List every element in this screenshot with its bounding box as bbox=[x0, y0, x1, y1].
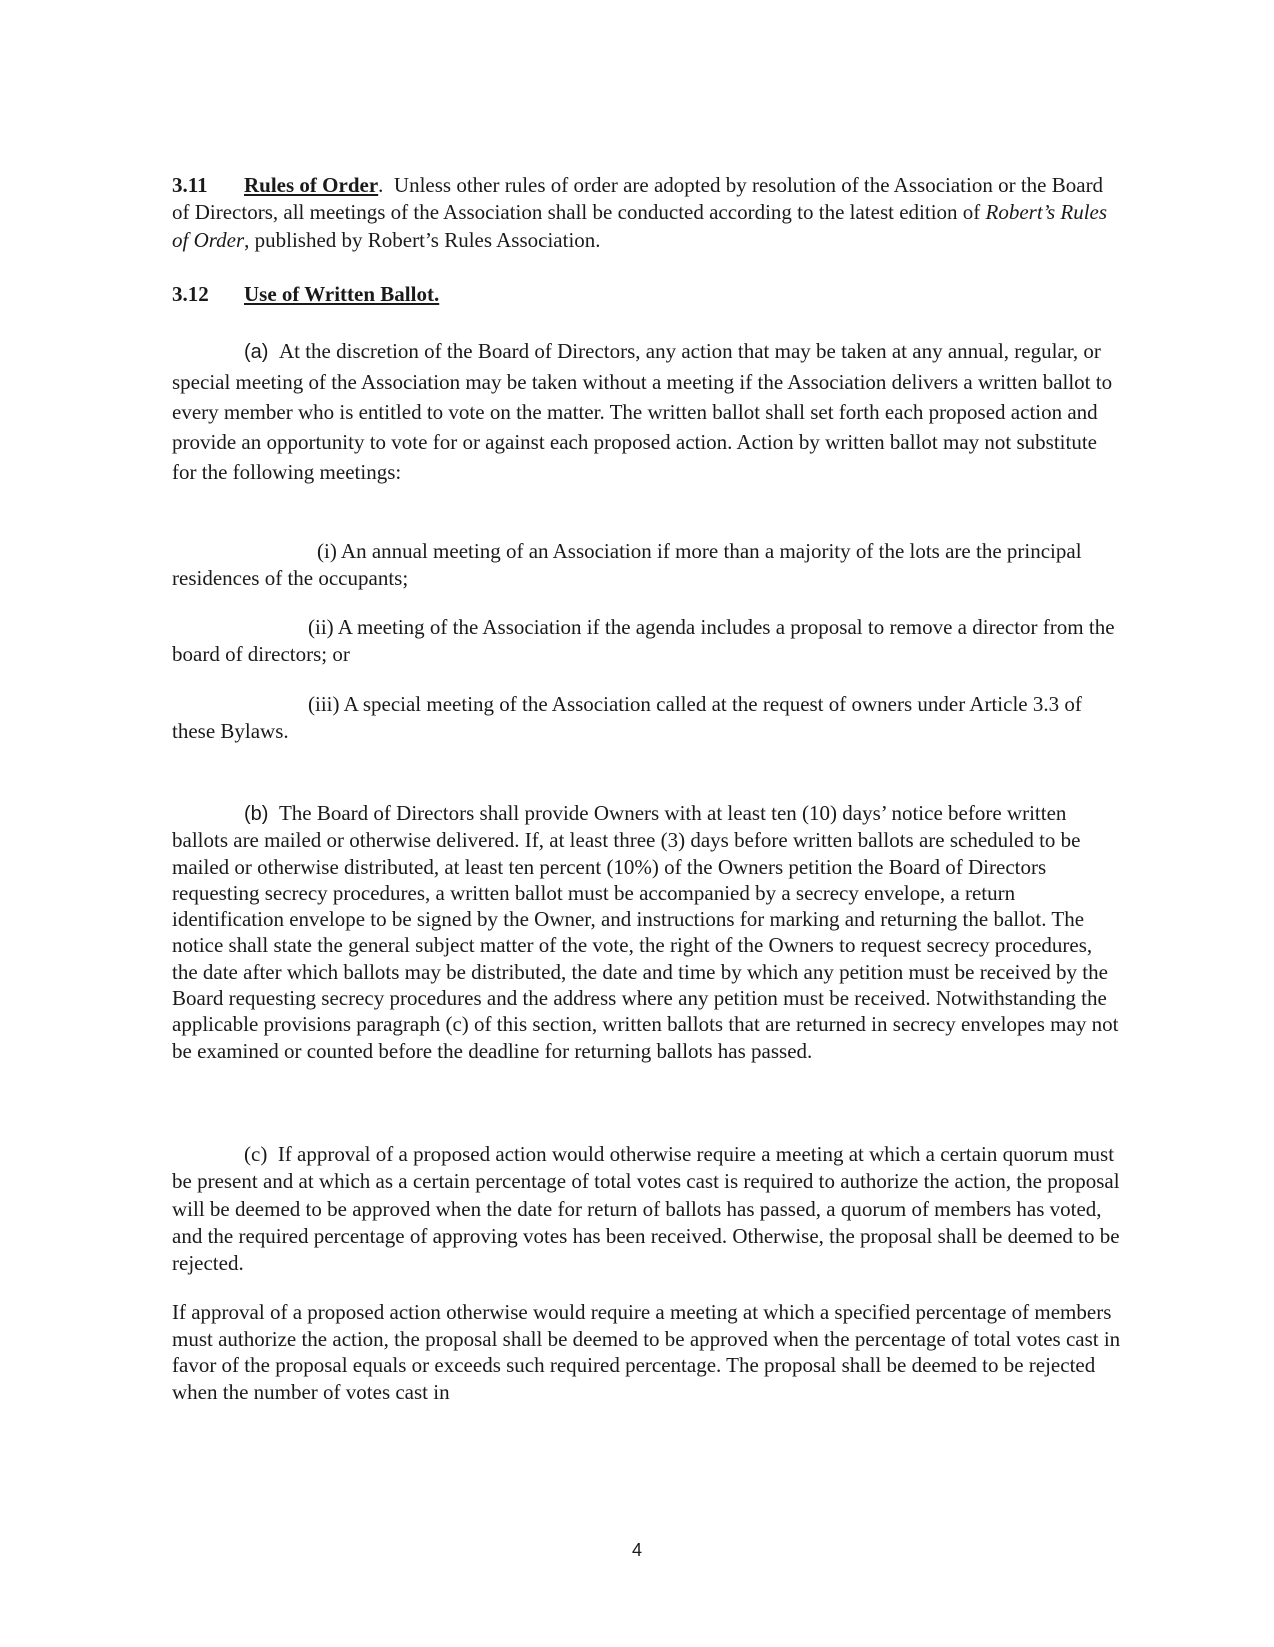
paragraph-b bbox=[172, 800, 1122, 1064]
section-number: 3.11 bbox=[172, 173, 208, 197]
paragraph-label: (a) bbox=[244, 341, 269, 363]
item-iii bbox=[172, 691, 1122, 746]
paragraph-label: (b) bbox=[244, 803, 269, 825]
paragraph-final bbox=[172, 1299, 1122, 1405]
section-number: 3.12 bbox=[172, 282, 209, 306]
paragraph-label: (c) bbox=[244, 1142, 268, 1166]
section-3-12-heading bbox=[172, 281, 1122, 308]
italic-title: Robert’s Rules of Order bbox=[172, 200, 1108, 252]
paragraph-text: If approval of a proposed action would otherwise require a meeting at which a certain quorum must be present and at which as a certain percentage of total votes cast is required to authorize the action, the proposal will be deemed to be approved when the date for return of ballots has passed, a quorum of members has voted, and the required percentage of approving votes has been received. Otherwise, the proposal shall be deemed to be rejected. bbox=[172, 1142, 1120, 1276]
paragraph-a bbox=[172, 336, 1122, 487]
section-text: Unless other rules of order are adopted by resolution of the Association or the Board of Directors, all meetings of the Association shall be conducted according to the latest edition of bbox=[172, 173, 1104, 225]
section-3-11: 3.11 Rules of Order. Unless other rules of order are adopted by resolution of the Association or the Board of Directors, all meetings of the Association shall be conducted according to the latest edition of Robert’s Rules of Order, published by Robert’s Rules Association. bbox=[172, 173, 1108, 252]
section-title: Rules of Order bbox=[244, 173, 379, 197]
item-text: (ii) A meeting of the Association if the agenda includes a proposal to remove a director from the board of directors; or bbox=[172, 615, 1115, 667]
page-number: 4 bbox=[631, 1540, 642, 1560]
paragraph-text: If approval of a proposed action otherwise would require a meeting at which a specified percentage of members must authorize the action, the proposal shall be deemed to be approved when the percentage of total votes cast in favor of the proposal equals or exceeds such required percentage. The proposal shall be deemed to be rejected when the number of votes cast in bbox=[172, 1300, 1121, 1404]
section-title: Use of Written Ballot. bbox=[244, 282, 440, 306]
item-text: (iii) A special meeting of the Association called at the request of owners under Article 3.3 of these Bylaws. bbox=[172, 692, 1082, 744]
paragraph-c bbox=[172, 1141, 1122, 1277]
item-ii bbox=[172, 614, 1122, 669]
paragraph-text: The Board of Directors shall provide Owners with at least ten (10) days’ notice before written ballots are mailed or otherwise delivered. If, at least three (3) days before written ballots are scheduled to be mailed or otherwise distributed, at least ten percent (10%) of the Owners petition the Board of Directors requesting secrecy procedures, a written ballot must be accompanied by a secrecy envelope, a return identification envelope to be signed by the Owner, and instructions for marking and returning the ballot. The notice shall state the general subject matter of the vote, the right of the Owners to request secrecy procedures, the date after which ballots may be distributed, the date and time by which any petition must be received by the Board requesting secrecy procedures and the address where any petition must be received. Notwithstanding the applicable provisions paragraph (c) of this section, written ballots that are returned in secrecy envelopes may not be examined or counted before the deadline for returning ballots has passed. bbox=[172, 801, 1119, 1063]
item-text: (i) An annual meeting of an Association if more than a majority of the lots are the principal residences of the occupants; bbox=[172, 539, 1082, 591]
item-i bbox=[172, 538, 1122, 593]
paragraph-text: At the discretion of the Board of Directors, any action that may be taken at any annual, regular, or special meeting of the Association may be taken without a meeting if the Association delivers a written ballot to every member who is entitled to vote on the matter. The written ballot shall set forth each proposed action and provide an opportunity to vote for or against each proposed action. Action by written ballot may not substitute for the following meetings: bbox=[172, 339, 1113, 484]
